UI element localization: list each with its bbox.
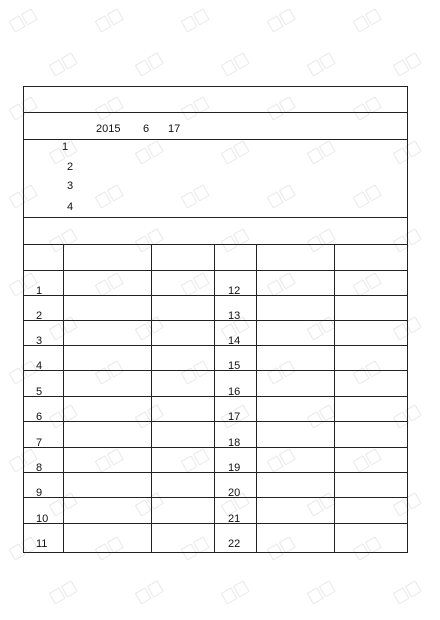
row-number-left: 4 bbox=[36, 360, 43, 372]
watermark-glyph bbox=[49, 52, 78, 75]
form-border-top bbox=[23, 86, 408, 87]
watermark-glyph bbox=[353, 8, 382, 31]
table-row-divider bbox=[23, 345, 408, 346]
row-number-right: 13 bbox=[228, 310, 241, 322]
row-number-right: 12 bbox=[228, 285, 241, 297]
watermark-glyph bbox=[9, 8, 38, 31]
column-divider bbox=[63, 244, 64, 553]
table-row-divider bbox=[23, 370, 408, 371]
row-number-right: 15 bbox=[228, 360, 241, 372]
watermark-glyph bbox=[307, 52, 336, 75]
title-row-divider bbox=[23, 112, 408, 113]
table-row-divider bbox=[23, 472, 408, 473]
column-divider bbox=[214, 244, 215, 553]
grid-header-divider bbox=[23, 270, 408, 271]
table-row-divider bbox=[23, 447, 408, 448]
watermark-glyph bbox=[221, 52, 250, 75]
row-number-right: 16 bbox=[228, 386, 241, 398]
row-number-left: 11 bbox=[36, 538, 48, 550]
table-row-divider bbox=[23, 320, 408, 321]
watermark-glyph bbox=[135, 580, 164, 603]
column-divider bbox=[334, 244, 335, 553]
watermark-glyph bbox=[307, 580, 336, 603]
date-year: 2015 bbox=[96, 123, 121, 135]
row-number-left: 10 bbox=[36, 513, 49, 525]
date-row-divider bbox=[23, 139, 408, 140]
watermark-glyph bbox=[181, 8, 210, 31]
table-top-divider bbox=[23, 244, 408, 245]
row-number-left: 6 bbox=[36, 411, 43, 423]
watermark-glyph bbox=[95, 8, 124, 31]
row-number-right: 22 bbox=[228, 538, 241, 550]
watermark-glyph bbox=[267, 8, 296, 31]
row-number-left: 8 bbox=[36, 462, 43, 474]
note-number: 1 bbox=[62, 141, 69, 153]
date-day: 17 bbox=[168, 123, 181, 135]
table-row-divider bbox=[23, 295, 408, 296]
watermark-glyph bbox=[221, 580, 250, 603]
table-row-divider bbox=[23, 523, 408, 524]
row-number-right: 14 bbox=[228, 335, 241, 347]
watermark-glyph bbox=[393, 580, 422, 603]
row-number-right: 19 bbox=[228, 462, 241, 474]
row-number-left: 7 bbox=[36, 437, 43, 449]
watermark-glyph bbox=[393, 52, 422, 75]
row-number-left: 3 bbox=[36, 335, 43, 347]
row-number-right: 20 bbox=[228, 487, 241, 499]
form-border-bottom bbox=[23, 552, 408, 553]
form-table bbox=[23, 86, 408, 553]
notes-section-divider bbox=[23, 217, 408, 218]
watermark-glyph bbox=[135, 52, 164, 75]
table-row-divider bbox=[23, 421, 408, 422]
watermark-glyph bbox=[49, 580, 78, 603]
note-number: 3 bbox=[67, 180, 74, 192]
note-number: 2 bbox=[67, 161, 74, 173]
column-divider bbox=[256, 244, 257, 553]
row-number-left: 9 bbox=[36, 487, 43, 499]
column-divider bbox=[151, 244, 152, 553]
row-number-left: 2 bbox=[36, 310, 43, 322]
note-number: 4 bbox=[67, 201, 74, 213]
table-row-divider bbox=[23, 497, 408, 498]
row-number-right: 17 bbox=[228, 411, 241, 423]
row-number-right: 18 bbox=[228, 437, 241, 449]
table-row-divider bbox=[23, 396, 408, 397]
row-number-left: 5 bbox=[36, 386, 43, 398]
date-month: 6 bbox=[143, 123, 150, 135]
row-number-right: 21 bbox=[228, 513, 241, 525]
row-number-left: 1 bbox=[36, 285, 43, 297]
